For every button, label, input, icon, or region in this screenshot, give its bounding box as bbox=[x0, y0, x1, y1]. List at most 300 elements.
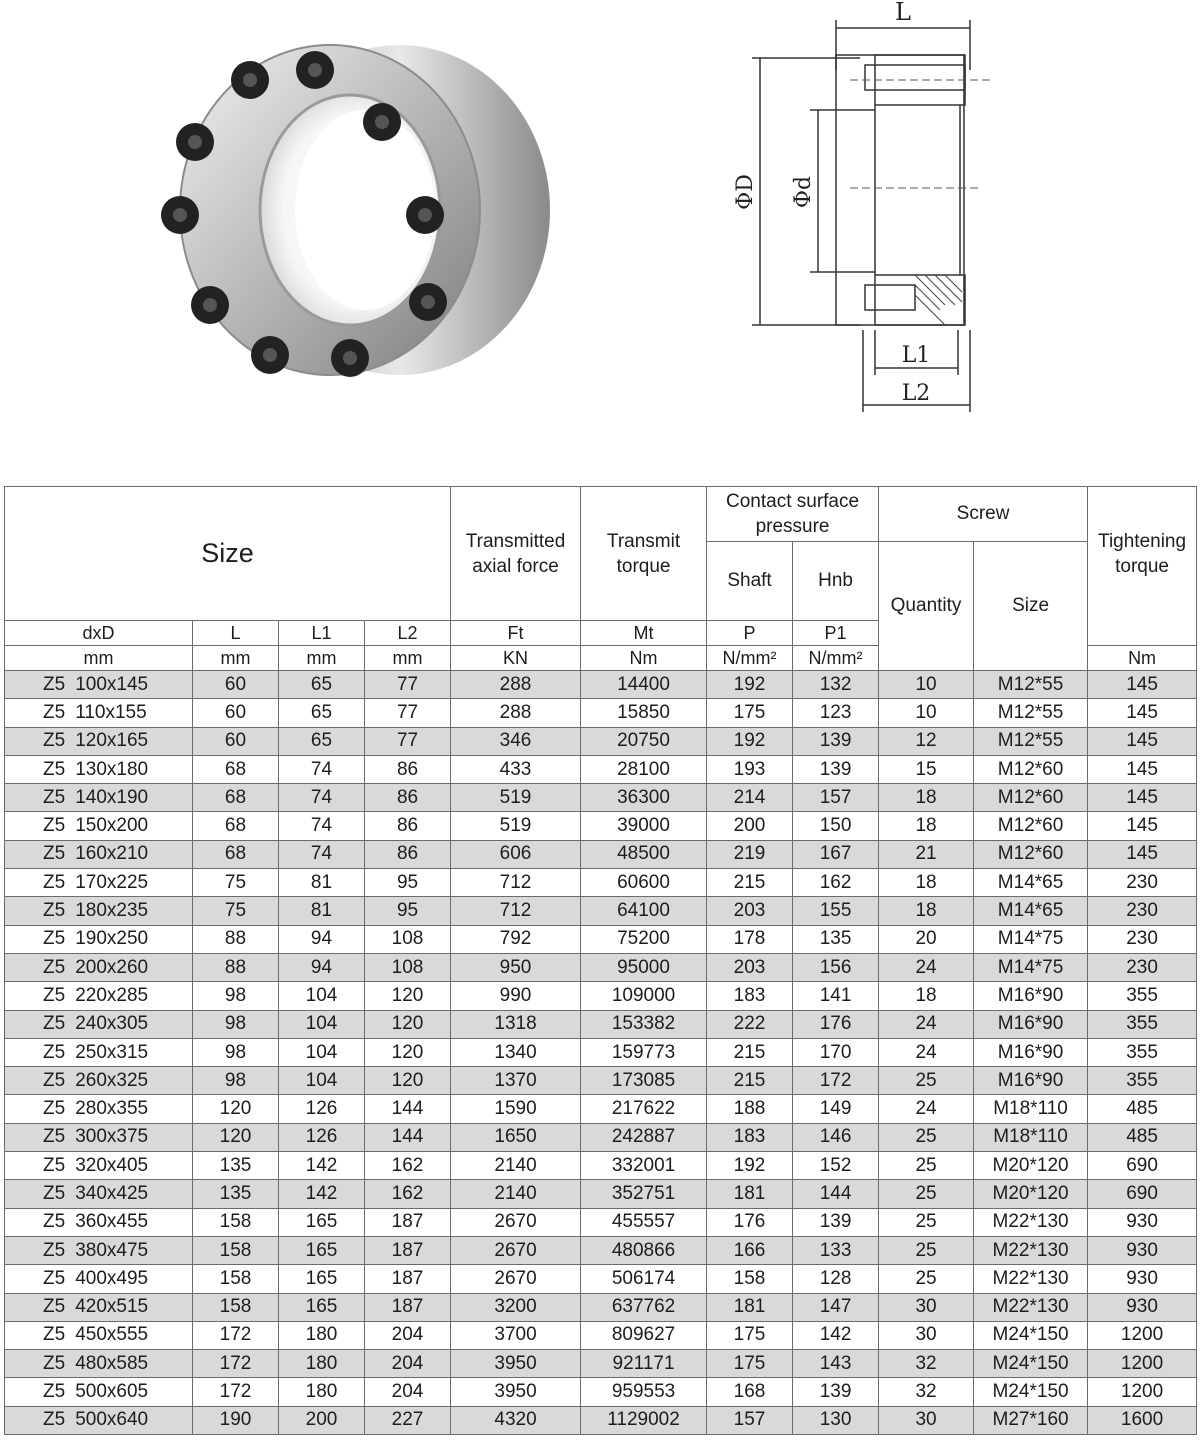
cell-dxd bbox=[5, 1293, 193, 1321]
series-prefix: Z5 bbox=[43, 871, 66, 893]
cell-screw: M18*110 bbox=[974, 1095, 1088, 1123]
cell-p: 192 bbox=[707, 727, 793, 755]
cell-l2: 144 bbox=[365, 1123, 451, 1151]
cell-dxd bbox=[5, 1038, 193, 1066]
cell-qty: 21 bbox=[879, 840, 974, 868]
symbol-p1: P1 bbox=[793, 621, 879, 646]
cell-p1: 132 bbox=[793, 671, 879, 699]
series-prefix: Z5 bbox=[43, 1098, 66, 1120]
cell-l2: 144 bbox=[365, 1095, 451, 1123]
size-value: 190x250 bbox=[75, 928, 149, 950]
size-value: 500x605 bbox=[75, 1381, 149, 1403]
cell-tq: 930 bbox=[1088, 1236, 1197, 1264]
cell-tq: 1200 bbox=[1088, 1321, 1197, 1349]
cell-l: 68 bbox=[193, 812, 279, 840]
cell-p: 157 bbox=[707, 1406, 793, 1434]
cell-l2: 77 bbox=[365, 699, 451, 727]
cell-l1: 81 bbox=[279, 869, 365, 897]
cell-ft: 1340 bbox=[451, 1038, 581, 1066]
size-value: 400x495 bbox=[75, 1267, 149, 1289]
cell-qty: 25 bbox=[879, 1236, 974, 1264]
cell-l2: 227 bbox=[365, 1406, 451, 1434]
cell-p1: 157 bbox=[793, 784, 879, 812]
cell-mt: 352751 bbox=[581, 1180, 707, 1208]
table-row bbox=[5, 1067, 1197, 1095]
cell-l2: 77 bbox=[365, 727, 451, 755]
spec-table-body bbox=[5, 671, 1197, 1435]
cell-p1: 147 bbox=[793, 1293, 879, 1321]
cell-l1: 104 bbox=[279, 1067, 365, 1095]
size-value: 340x425 bbox=[75, 1182, 149, 1204]
cell-l: 98 bbox=[193, 1038, 279, 1066]
table-row bbox=[5, 1152, 1197, 1180]
cell-tq: 145 bbox=[1088, 699, 1197, 727]
cell-tq: 1200 bbox=[1088, 1350, 1197, 1378]
cell-l2: 77 bbox=[365, 671, 451, 699]
table-row bbox=[5, 1095, 1197, 1123]
cell-qty: 25 bbox=[879, 1208, 974, 1236]
cell-l1: 142 bbox=[279, 1152, 365, 1180]
cell-p: 203 bbox=[707, 897, 793, 925]
header-hnb: Hnb bbox=[793, 542, 879, 621]
cell-mt: 959553 bbox=[581, 1378, 707, 1406]
cell-l1: 74 bbox=[279, 784, 365, 812]
cell-mt: 1129002 bbox=[581, 1406, 707, 1434]
series-prefix: Z5 bbox=[43, 984, 66, 1006]
cell-l1: 104 bbox=[279, 982, 365, 1010]
symbol-mt: Mt bbox=[581, 621, 707, 646]
cell-screw: M16*90 bbox=[974, 1010, 1088, 1038]
cell-tq: 1200 bbox=[1088, 1378, 1197, 1406]
cell-screw: M27*160 bbox=[974, 1406, 1088, 1434]
cell-ft: 288 bbox=[451, 699, 581, 727]
size-value: 130x180 bbox=[75, 758, 149, 780]
size-value: 180x235 bbox=[75, 900, 149, 922]
cell-p: 193 bbox=[707, 755, 793, 783]
cell-qty: 25 bbox=[879, 1265, 974, 1293]
cell-tq: 145 bbox=[1088, 812, 1197, 840]
cell-l1: 74 bbox=[279, 755, 365, 783]
cell-qty: 24 bbox=[879, 953, 974, 981]
cell-l1: 200 bbox=[279, 1406, 365, 1434]
cell-p: 203 bbox=[707, 953, 793, 981]
unit-l: mm bbox=[193, 646, 279, 671]
cell-ft: 2140 bbox=[451, 1152, 581, 1180]
cell-mt: 75200 bbox=[581, 925, 707, 953]
cell-screw: M22*130 bbox=[974, 1208, 1088, 1236]
symbol-l: L bbox=[193, 621, 279, 646]
cell-qty: 30 bbox=[879, 1406, 974, 1434]
cell-l2: 162 bbox=[365, 1152, 451, 1180]
cell-ft: 519 bbox=[451, 812, 581, 840]
cell-screw: M22*130 bbox=[974, 1265, 1088, 1293]
size-value: 240x305 bbox=[75, 1013, 149, 1035]
cell-screw: M22*130 bbox=[974, 1293, 1088, 1321]
cell-tq: 145 bbox=[1088, 784, 1197, 812]
series-prefix: Z5 bbox=[43, 1352, 66, 1374]
cell-l1: 142 bbox=[279, 1180, 365, 1208]
cell-qty: 32 bbox=[879, 1378, 974, 1406]
cell-p1: 133 bbox=[793, 1236, 879, 1264]
cell-ft: 3700 bbox=[451, 1321, 581, 1349]
cell-p: 215 bbox=[707, 1038, 793, 1066]
size-value: 260x325 bbox=[75, 1069, 149, 1091]
table-row bbox=[5, 1406, 1197, 1434]
table-row bbox=[5, 1208, 1197, 1236]
cell-p1: 152 bbox=[793, 1152, 879, 1180]
cell-dxd bbox=[5, 953, 193, 981]
cell-qty: 25 bbox=[879, 1180, 974, 1208]
cell-qty: 20 bbox=[879, 925, 974, 953]
cell-mt: 153382 bbox=[581, 1010, 707, 1038]
cell-l: 60 bbox=[193, 671, 279, 699]
size-value: 170x225 bbox=[75, 871, 149, 893]
size-value: 220x285 bbox=[75, 984, 149, 1006]
cell-ft: 1370 bbox=[451, 1067, 581, 1095]
cell-p: 176 bbox=[707, 1208, 793, 1236]
series-prefix: Z5 bbox=[43, 1381, 66, 1403]
cell-ft: 1318 bbox=[451, 1010, 581, 1038]
label-phi-D: ΦD bbox=[733, 174, 758, 210]
cell-p1: 176 bbox=[793, 1010, 879, 1038]
cell-mt: 60600 bbox=[581, 869, 707, 897]
cell-l2: 86 bbox=[365, 840, 451, 868]
unit-p1: N/mm² bbox=[793, 646, 879, 671]
cell-screw: M12*60 bbox=[974, 840, 1088, 868]
table-row bbox=[5, 1038, 1197, 1066]
cell-p: 188 bbox=[707, 1095, 793, 1123]
cell-dxd bbox=[5, 869, 193, 897]
cell-screw: M12*55 bbox=[974, 699, 1088, 727]
cell-dxd bbox=[5, 1406, 193, 1434]
cell-screw: M12*60 bbox=[974, 812, 1088, 840]
cell-dxd bbox=[5, 1067, 193, 1095]
cell-l2: 86 bbox=[365, 812, 451, 840]
series-prefix: Z5 bbox=[43, 786, 66, 808]
cell-l1: 180 bbox=[279, 1350, 365, 1378]
cell-screw: M16*90 bbox=[974, 1038, 1088, 1066]
cell-dxd bbox=[5, 1180, 193, 1208]
cell-qty: 30 bbox=[879, 1321, 974, 1349]
symbol-tq bbox=[1088, 621, 1197, 646]
cell-l1: 65 bbox=[279, 699, 365, 727]
cell-qty: 18 bbox=[879, 869, 974, 897]
cell-ft: 3950 bbox=[451, 1350, 581, 1378]
cell-tq: 145 bbox=[1088, 727, 1197, 755]
cell-qty: 12 bbox=[879, 727, 974, 755]
cell-l2: 187 bbox=[365, 1208, 451, 1236]
size-value: 480x585 bbox=[75, 1352, 149, 1374]
cell-p: 158 bbox=[707, 1265, 793, 1293]
cell-p: 178 bbox=[707, 925, 793, 953]
cell-ft: 433 bbox=[451, 755, 581, 783]
cell-screw: M14*75 bbox=[974, 925, 1088, 953]
cell-p: 175 bbox=[707, 699, 793, 727]
cell-screw: M20*120 bbox=[974, 1180, 1088, 1208]
cell-p: 219 bbox=[707, 840, 793, 868]
table-row bbox=[5, 1378, 1197, 1406]
series-prefix: Z5 bbox=[43, 1409, 66, 1431]
cell-dxd bbox=[5, 1010, 193, 1038]
cell-screw: M14*65 bbox=[974, 869, 1088, 897]
cell-l2: 86 bbox=[365, 755, 451, 783]
size-value: 500x640 bbox=[75, 1409, 149, 1431]
cell-l1: 94 bbox=[279, 925, 365, 953]
cell-l2: 162 bbox=[365, 1180, 451, 1208]
series-prefix: Z5 bbox=[43, 900, 66, 922]
cell-l: 98 bbox=[193, 1067, 279, 1095]
cell-ft: 2670 bbox=[451, 1236, 581, 1264]
symbol-dxd: dxD bbox=[5, 621, 193, 646]
cell-tq: 690 bbox=[1088, 1180, 1197, 1208]
cell-screw: M12*60 bbox=[974, 784, 1088, 812]
header-size: Size bbox=[5, 487, 451, 621]
size-value: 360x455 bbox=[75, 1211, 149, 1233]
series-prefix: Z5 bbox=[43, 843, 66, 865]
cell-p: 181 bbox=[707, 1180, 793, 1208]
cell-qty: 18 bbox=[879, 982, 974, 1010]
size-value: 100x145 bbox=[75, 673, 149, 695]
cell-dxd bbox=[5, 1123, 193, 1151]
cell-p1: 155 bbox=[793, 897, 879, 925]
label-L1: L1 bbox=[901, 343, 931, 368]
cell-ft: 1590 bbox=[451, 1095, 581, 1123]
header-screw: Screw bbox=[879, 487, 1088, 542]
series-prefix: Z5 bbox=[43, 673, 66, 695]
cell-tq: 145 bbox=[1088, 755, 1197, 783]
cell-p: 181 bbox=[707, 1293, 793, 1321]
table-row bbox=[5, 727, 1197, 755]
cell-p: 215 bbox=[707, 1067, 793, 1095]
cell-p: 183 bbox=[707, 1123, 793, 1151]
header-screw-size: Size bbox=[974, 542, 1088, 671]
cell-p: 175 bbox=[707, 1321, 793, 1349]
cell-dxd bbox=[5, 1265, 193, 1293]
cell-l: 75 bbox=[193, 897, 279, 925]
cell-l: 135 bbox=[193, 1152, 279, 1180]
cell-ft: 1650 bbox=[451, 1123, 581, 1151]
cell-p1: 167 bbox=[793, 840, 879, 868]
cell-mt: 809627 bbox=[581, 1321, 707, 1349]
cell-l2: 120 bbox=[365, 1010, 451, 1038]
cell-ft: 2670 bbox=[451, 1208, 581, 1236]
cell-l1: 74 bbox=[279, 812, 365, 840]
table-row bbox=[5, 1321, 1197, 1349]
cell-l2: 204 bbox=[365, 1350, 451, 1378]
cell-p1: 139 bbox=[793, 727, 879, 755]
cell-mt: 242887 bbox=[581, 1123, 707, 1151]
cell-ft: 288 bbox=[451, 671, 581, 699]
cell-l: 158 bbox=[193, 1293, 279, 1321]
series-prefix: Z5 bbox=[43, 1267, 66, 1289]
cell-p1: 139 bbox=[793, 755, 879, 783]
cell-ft: 990 bbox=[451, 982, 581, 1010]
table-row bbox=[5, 840, 1197, 868]
cell-ft: 2670 bbox=[451, 1265, 581, 1293]
cell-p: 200 bbox=[707, 812, 793, 840]
header-axial-force: Transmitted axial force bbox=[451, 487, 581, 621]
cell-screw: M16*90 bbox=[974, 1067, 1088, 1095]
cell-l2: 187 bbox=[365, 1265, 451, 1293]
cell-l1: 165 bbox=[279, 1236, 365, 1264]
series-prefix: Z5 bbox=[43, 1324, 66, 1346]
cell-mt: 95000 bbox=[581, 953, 707, 981]
cell-p1: 150 bbox=[793, 812, 879, 840]
cell-l2: 108 bbox=[365, 925, 451, 953]
cell-p1: 172 bbox=[793, 1067, 879, 1095]
cell-screw: M24*150 bbox=[974, 1378, 1088, 1406]
cell-mt: 28100 bbox=[581, 755, 707, 783]
cell-screw: M14*65 bbox=[974, 897, 1088, 925]
series-prefix: Z5 bbox=[43, 1041, 66, 1063]
cell-p1: 128 bbox=[793, 1265, 879, 1293]
cell-p1: 162 bbox=[793, 869, 879, 897]
cell-qty: 18 bbox=[879, 897, 974, 925]
size-value: 250x315 bbox=[75, 1041, 149, 1063]
cell-p: 166 bbox=[707, 1236, 793, 1264]
series-prefix: Z5 bbox=[43, 815, 66, 837]
cell-tq: 230 bbox=[1088, 925, 1197, 953]
cell-l: 75 bbox=[193, 869, 279, 897]
cell-dxd bbox=[5, 1321, 193, 1349]
cell-mt: 64100 bbox=[581, 897, 707, 925]
table-row bbox=[5, 897, 1197, 925]
cell-mt: 173085 bbox=[581, 1067, 707, 1095]
cell-dxd bbox=[5, 982, 193, 1010]
cell-l2: 120 bbox=[365, 982, 451, 1010]
label-L2: L2 bbox=[901, 381, 931, 406]
cell-l1: 180 bbox=[279, 1321, 365, 1349]
cell-ft: 950 bbox=[451, 953, 581, 981]
size-value: 320x405 bbox=[75, 1154, 149, 1176]
cell-screw: M24*150 bbox=[974, 1350, 1088, 1378]
cell-l2: 108 bbox=[365, 953, 451, 981]
cell-l: 60 bbox=[193, 699, 279, 727]
cell-screw: M12*55 bbox=[974, 727, 1088, 755]
table-row bbox=[5, 869, 1197, 897]
cell-l: 68 bbox=[193, 755, 279, 783]
unit-l1: mm bbox=[279, 646, 365, 671]
header-shaft: Shaft bbox=[707, 542, 793, 621]
cell-l1: 81 bbox=[279, 897, 365, 925]
cell-p1: 135 bbox=[793, 925, 879, 953]
cell-p1: 156 bbox=[793, 953, 879, 981]
cell-p1: 146 bbox=[793, 1123, 879, 1151]
table-row bbox=[5, 1265, 1197, 1293]
cell-p: 214 bbox=[707, 784, 793, 812]
cell-l1: 65 bbox=[279, 671, 365, 699]
cell-mt: 20750 bbox=[581, 727, 707, 755]
series-prefix: Z5 bbox=[43, 1154, 66, 1176]
header-tightening: Tightening torque bbox=[1088, 487, 1197, 621]
cell-p: 175 bbox=[707, 1350, 793, 1378]
cell-tq: 230 bbox=[1088, 953, 1197, 981]
cell-mt: 217622 bbox=[581, 1095, 707, 1123]
cell-p1: 141 bbox=[793, 982, 879, 1010]
cell-p: 192 bbox=[707, 671, 793, 699]
cell-dxd bbox=[5, 1208, 193, 1236]
cell-p: 222 bbox=[707, 1010, 793, 1038]
cell-l: 158 bbox=[193, 1208, 279, 1236]
cell-mt: 39000 bbox=[581, 812, 707, 840]
cell-screw: M12*60 bbox=[974, 755, 1088, 783]
cell-p1: 123 bbox=[793, 699, 879, 727]
cell-qty: 25 bbox=[879, 1152, 974, 1180]
cell-tq: 485 bbox=[1088, 1123, 1197, 1151]
table-row bbox=[5, 1350, 1197, 1378]
header-contact-pressure: Contact surface pressure bbox=[707, 487, 879, 542]
size-value: 200x260 bbox=[75, 956, 149, 978]
cell-qty: 24 bbox=[879, 1095, 974, 1123]
cell-mt: 506174 bbox=[581, 1265, 707, 1293]
header-quantity: Quantity bbox=[879, 542, 974, 671]
cell-l: 172 bbox=[193, 1350, 279, 1378]
cell-ft: 2140 bbox=[451, 1180, 581, 1208]
series-prefix: Z5 bbox=[43, 701, 66, 723]
cell-qty: 25 bbox=[879, 1067, 974, 1095]
cell-screw: M12*55 bbox=[974, 671, 1088, 699]
cell-l: 98 bbox=[193, 982, 279, 1010]
size-value: 420x515 bbox=[75, 1296, 149, 1318]
cell-l1: 104 bbox=[279, 1010, 365, 1038]
size-value: 300x375 bbox=[75, 1126, 149, 1148]
cell-tq: 145 bbox=[1088, 671, 1197, 699]
size-value: 280x355 bbox=[75, 1098, 149, 1120]
series-prefix: Z5 bbox=[43, 956, 66, 978]
cell-p1: 144 bbox=[793, 1180, 879, 1208]
cell-l2: 187 bbox=[365, 1293, 451, 1321]
cell-screw: M22*130 bbox=[974, 1236, 1088, 1264]
cell-tq: 355 bbox=[1088, 982, 1197, 1010]
cell-l: 190 bbox=[193, 1406, 279, 1434]
cell-mt: 159773 bbox=[581, 1038, 707, 1066]
cell-dxd bbox=[5, 812, 193, 840]
cell-mt: 637762 bbox=[581, 1293, 707, 1321]
cell-dxd bbox=[5, 699, 193, 727]
cell-dxd bbox=[5, 727, 193, 755]
cell-ft: 4320 bbox=[451, 1406, 581, 1434]
table-row bbox=[5, 1010, 1197, 1038]
cell-dxd bbox=[5, 1236, 193, 1264]
table-row bbox=[5, 1123, 1197, 1151]
cell-l1: 94 bbox=[279, 953, 365, 981]
product-photo bbox=[150, 40, 570, 390]
cell-mt: 332001 bbox=[581, 1152, 707, 1180]
table-row bbox=[5, 755, 1197, 783]
label-phi-d: Φd bbox=[791, 175, 816, 209]
cell-p1: 139 bbox=[793, 1208, 879, 1236]
cell-l2: 187 bbox=[365, 1236, 451, 1264]
cell-l: 120 bbox=[193, 1095, 279, 1123]
cell-dxd bbox=[5, 671, 193, 699]
table-row bbox=[5, 699, 1197, 727]
cell-dxd bbox=[5, 1152, 193, 1180]
cell-tq: 930 bbox=[1088, 1293, 1197, 1321]
cell-tq: 355 bbox=[1088, 1010, 1197, 1038]
size-value: 140x190 bbox=[75, 786, 149, 808]
cell-tq: 145 bbox=[1088, 840, 1197, 868]
cell-mt: 921171 bbox=[581, 1350, 707, 1378]
cell-l2: 95 bbox=[365, 897, 451, 925]
cell-l: 158 bbox=[193, 1236, 279, 1264]
table-row bbox=[5, 812, 1197, 840]
cell-mt: 109000 bbox=[581, 982, 707, 1010]
cell-l1: 165 bbox=[279, 1265, 365, 1293]
series-prefix: Z5 bbox=[43, 1296, 66, 1318]
symbol-l1: L1 bbox=[279, 621, 365, 646]
symbol-ft: Ft bbox=[451, 621, 581, 646]
cell-l2: 204 bbox=[365, 1378, 451, 1406]
